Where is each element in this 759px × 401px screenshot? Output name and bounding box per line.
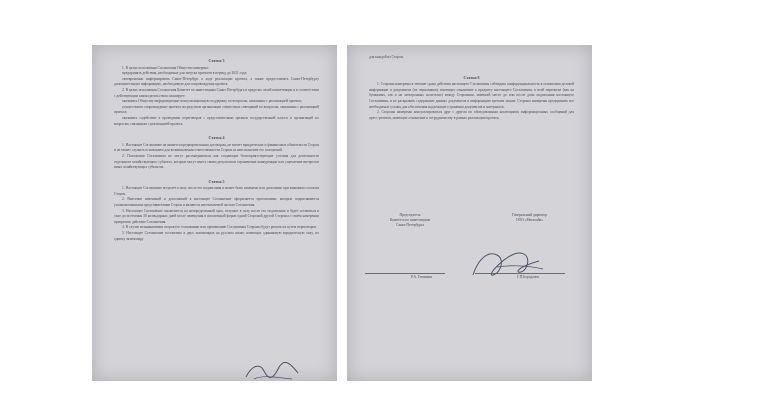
- article-6-heading: Статья 6: [463, 74, 480, 80]
- signatory-right-title: Генеральный директор ООО «Мегахайв»: [512, 213, 547, 222]
- article-3-paragraph: оказывать Обществу информационно-консультационную поддержку по вопросам, связанным с реализацией проекта;: [122, 99, 302, 104]
- page-left-content: [114, 55, 319, 242]
- signature-scribble-left-page: [242, 361, 302, 381]
- article-3-paragraph: 2. В целях исполнения Соглашения Комитет по инвестициям Санкт-Петербурга в пределах своей компетенции и в соответствии с действующим законодательством планирует:: [114, 87, 319, 98]
- article-4-paragraph: 2. Положения Соглашения не могут рассматриваться как создающие благоприятствующие условия для деятельности отдельного хозяйствующего субъекта, которые могут иметь своим результатом ограничение конкуренции или ущемление интересов иных хозяйствующих субъектов.: [114, 153, 319, 170]
- article-3-paragraph: осуществлять сопровождение проекта посредством организации совместных совещаний по вопросам, связанным с реализацией проекта;: [114, 104, 319, 115]
- article-4-paragraph: 1. Настоящее Соглашение не является предварительным договором, не влечет юридических и финансовых обязательств Сторон и не может служить основанием для возникновения ответственности Сторон за неисполнение его положений.: [114, 142, 319, 153]
- document-page-right: [347, 45, 592, 381]
- article-3-paragraph: предпринять действия, необходимые для запуска проектов в период до 2021 года;: [122, 71, 248, 76]
- article-4-heading: Статья 4: [208, 135, 225, 141]
- article-3-paragraph: 1. В целях исполнения Соглашения Общество намерено:: [122, 65, 209, 70]
- document-page-left: [92, 45, 337, 381]
- signatory-left-name: Р.А. Гомзиков: [411, 275, 433, 279]
- article-3-heading: Статья 3: [208, 58, 225, 63]
- article-5-paragraph: 4. В случае возникновения споров (по толкованию или применению Соглашения Стороны будут решать их путем переговоров.: [122, 225, 317, 230]
- continuation-text: для каждой из Сторон.: [369, 55, 404, 59]
- article-3-paragraph: своевременно информировать Санкт-Петербург о ходе реализации проекта, а также предоставлять Санкт-Петербургу дополнительную информацию, необходимую для сопровождения проекта.: [114, 76, 319, 87]
- page-right-content: [369, 55, 574, 121]
- signatory-right-name: Г.П.Бородачев: [517, 275, 539, 279]
- signature-line-left: [365, 273, 445, 274]
- article-5-paragraph: 1. Настоящее Соглашение вступает в силу после его подписания и может быть изменено или дополнено при взаимном согласии Сторон.: [114, 186, 319, 196]
- article-5-paragraph: 2. Внесение изменений и дополнений в настоящее Соглашение оформляется протоколами, которые подписываются уполномоченными представителями Сторон и являются неотъемлемой частью Соглашения.: [114, 197, 319, 208]
- article-5-paragraph: 3. Настоящее Соглашение заключается на неопределенный срок, вступает в силу после его подписания и будет оставаться в силе до истечения 30 календарных дней после извещения в письменной форме одной Стороной другой Стороны о своём намерении прекратить действие Соглашения.: [114, 208, 319, 224]
- article-6-paragraph: 1. Стороны намерены в течение срока действия настоящего Соглашения соблюдать конфиденциальность в отношении деловой информации и документов (их черновиков), имеющих отношение к предмету настоящего Соглашения, в всей переписке (как на бумажных, так и на электронных носителях) между Сторонами, имевшей место до или после даты подписания настоящего Соглашения, и не раскрывать содержание данных документов и информацию третьим лицам. Стороны намерены предпринять все необходимые усилия для обеспечения надлежащего хранения документов и материалов.: [369, 82, 574, 109]
- article-6-paragraph: 2. Стороны намерены консультироваться друг с другом по обоюдоважным касающимся информационных сообщений для пресс-релизов, имеющих отношение к сотрудничеству в рамках реализации проекта.: [369, 110, 574, 120]
- article-5-heading: Статья 5: [208, 178, 225, 184]
- article-5-paragraph: 5. Настоящее Соглашение составлено в двух экземплярах на русском языке, имеющих одинаковую юридическую силу, по одному экземпляру: [114, 231, 319, 241]
- signatory-left-title: Председатель Комитета по инвестициям Санкт-Петербурга: [389, 213, 431, 227]
- article-3-paragraph: оказывать содействие в проведении переговоров с представителями органов государственной власти и организаций по вопросам, связанным с реализацией проекта.: [114, 115, 319, 126]
